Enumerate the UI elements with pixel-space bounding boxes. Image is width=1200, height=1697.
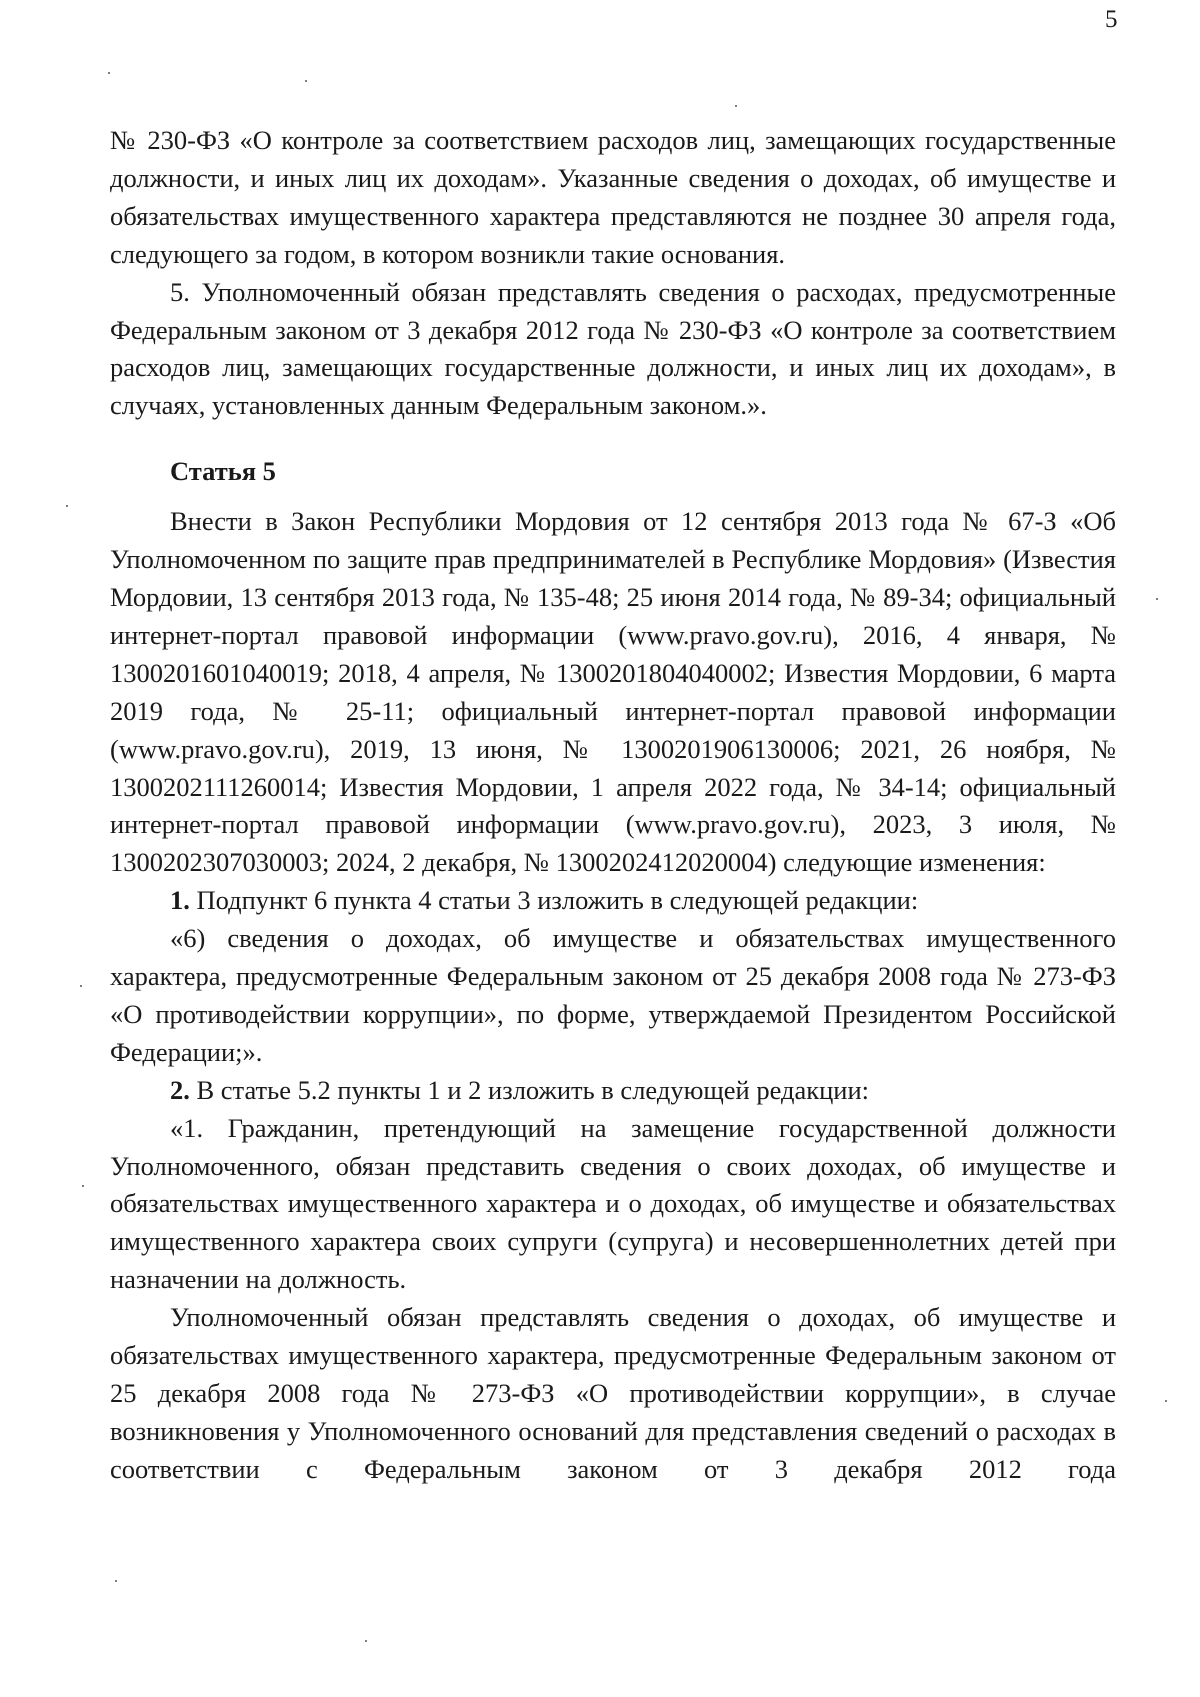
page-number: 5 (1105, 6, 1118, 33)
scan-speck (82, 1185, 84, 1187)
scan-speck (1165, 1400, 1167, 1402)
scan-speck (80, 985, 82, 987)
article-5-item-1 (110, 882, 1116, 920)
scan-speck (66, 505, 68, 507)
item-1-number: 1. (170, 885, 190, 916)
article-5-heading: Статья 5 (170, 456, 276, 487)
paragraph-item-5: 5. Уполномоченный обязан представлять сведения о расходах, предусмотренные Федеральным законом от 3 декабря 2012 года № 230-ФЗ «О контроле за соответствием расходов лиц, замещающих государственные должности, и иных лиц их доходам», в случаях, установленных данным Федеральным законом.». (110, 276, 1116, 421)
scan-speck (108, 72, 110, 74)
scan-speck (115, 1580, 117, 1582)
document-body (110, 122, 1116, 1489)
item-1-text: Подпункт 6 пункта 4 статьи 3 изложить в следующей редакции: (196, 885, 919, 916)
item-2-number: 2. (170, 1074, 190, 1105)
scan-speck (365, 1640, 367, 1642)
article-5-item-2 (110, 1072, 1116, 1110)
item-2-text: В статье 5.2 пункты 1 и 2 изложить в следующей редакции: (196, 1074, 870, 1105)
article-5-item-1-quote: «6) сведения о доходах, об имуществе и обязательствах имущественного характера, предусмотренные Федеральным законом от 25 декабря 2008 года № 273-ФЗ «О противодействии коррупции», по форме, утверждаемой Президентом Российской Федерации;». (110, 923, 1116, 1067)
scan-speck (735, 105, 737, 107)
scan-speck (1156, 598, 1158, 600)
article-5-item-2-quote-2: Уполномоченный обязан представлять сведения о доходах, об имуществе и обязательствах имущественного характера, предусмотренные Федеральным законом от 25 декабря 2008 года № 273-ФЗ «О противодействии коррупции», в случае возникновения у Уполномоченного оснований для представления сведений о расходах в соответствии с Федеральным законом от 3 декабря 2012 года (110, 1302, 1116, 1484)
scan-speck (305, 80, 307, 82)
paragraph-continuation: № 230-ФЗ «О контроле за соответствием расходов лиц, замещающих государственные должности, и иных лиц их доходам». Указанные сведения о доходах, об имуществе и обязательствах имущественного характера представляются не позднее 30 апреля года, следующего за годом, в котором возникли такие основания. (110, 125, 1116, 269)
article-5-preamble: Внести в Закон Республики Мордовия от 12 сентября 2013 года № 67-З «Об Уполномоченном по защите прав предпринимателей в Республике Мордовия» (Известия Мордовии, 13 сентября 2013 года, № 135-48; 25 июня 2014 года, № 89-34; официальный интернет-портал правовой информации (www.pravo.gov.ru), 2016, 4 января, № 1300201601040019; 2018, 4 апреля, № 1300201804040002; Известия Мордовии, 6 марта 2019 года, № 25-11; официальный интернет-портал правовой информации (www.pravo.gov.ru), 2019, 13 июня, № 1300201906130006; 2021, 26 ноября, № 1300202111260014; Известия Мордовии, 1 апреля 2022 года, № 34-14; официальный интернет-портал правовой информации (www.pravo.gov.ru), 2023, 3 июля, № 1300202307030003; 2024, 2 декабря, № 1300202412020004) следующие изменения: (110, 506, 1116, 878)
article-5-item-2-quote-1: «1. Гражданин, претендующий на замещение государственной должности Уполномоченного, обязан представить сведения о своих доходах, об имуществе и обязательствах имущественного характера и о доходах, об имуществе и обязательствах имущественного характера своих супруги (супруга) и несовершеннолетних детей при назначении на должность. (110, 1112, 1116, 1295)
